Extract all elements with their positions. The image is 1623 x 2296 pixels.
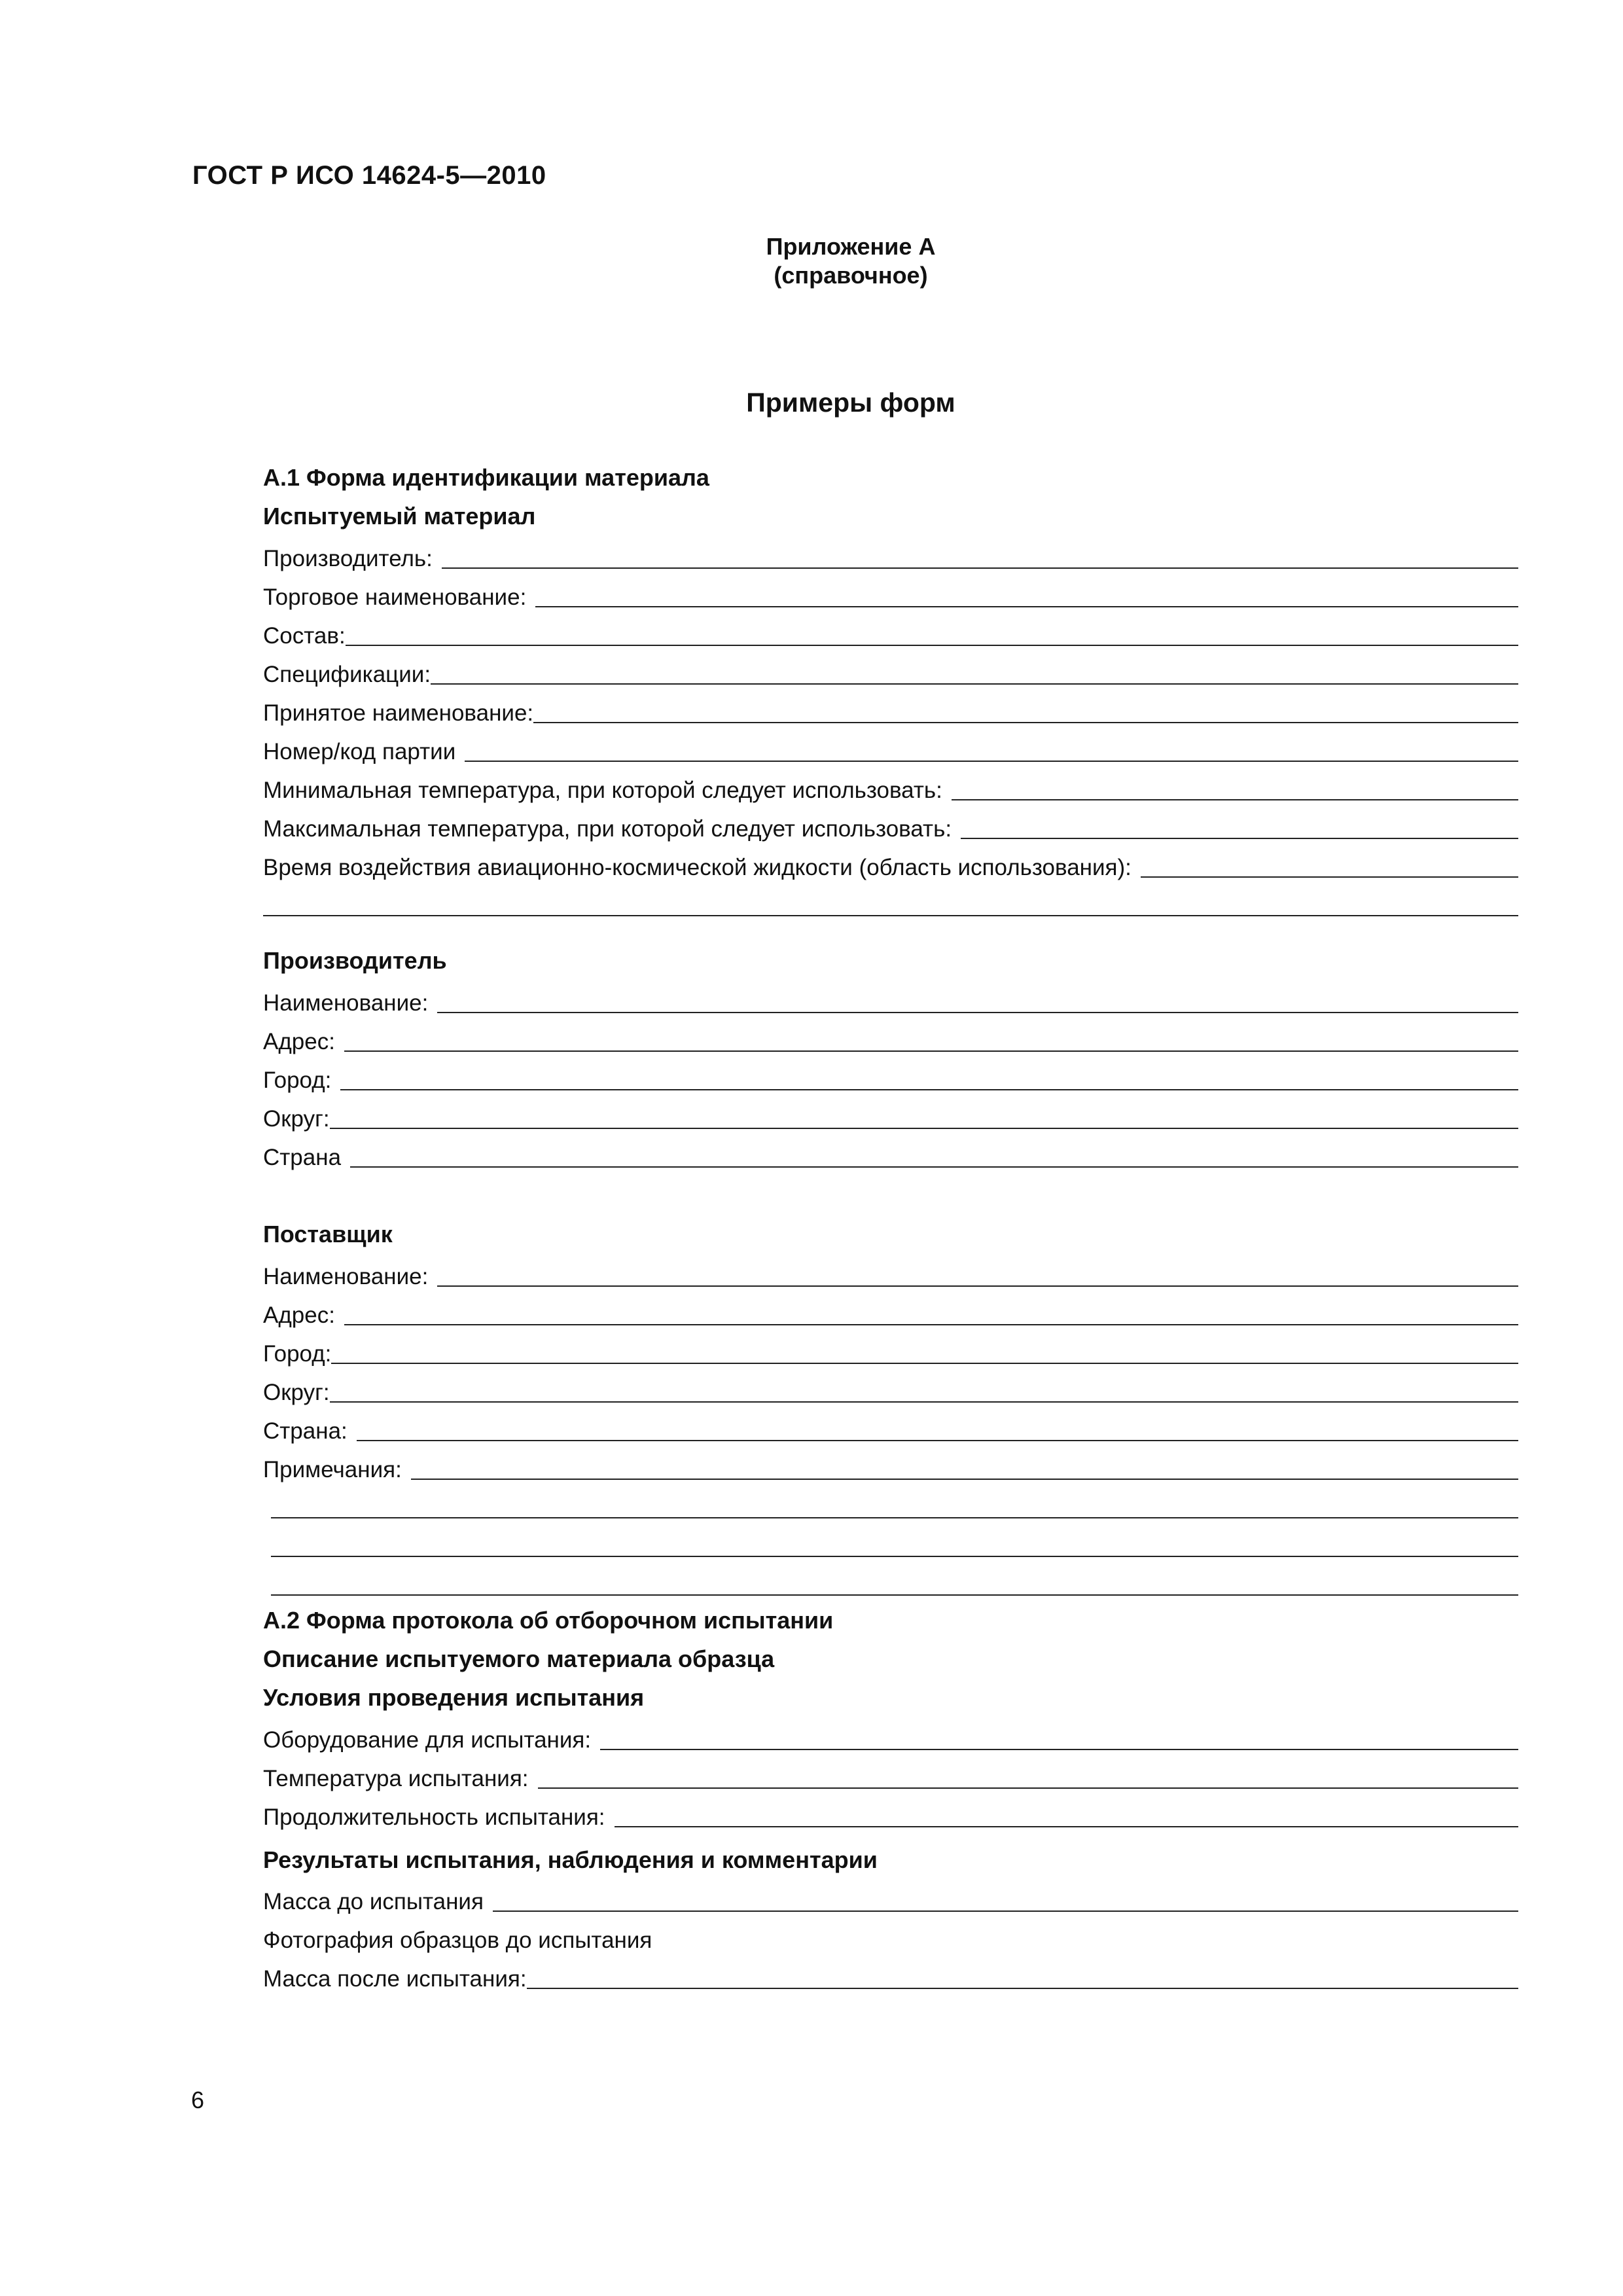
field-label: Примечания: [263, 1457, 402, 1482]
fill-line[interactable] [538, 1787, 1518, 1789]
fill-line[interactable] [330, 1127, 1518, 1129]
fill-line[interactable] [961, 837, 1518, 839]
fill-line[interactable] [952, 798, 1518, 800]
fill-line[interactable] [533, 721, 1518, 723]
field-label: Торговое наименование: [263, 584, 527, 610]
field-mass-after[interactable] [263, 1956, 1518, 1994]
blank-line-row[interactable] [263, 883, 1518, 922]
fill-line[interactable] [442, 567, 1518, 569]
document-code: ГОСТ Р ИСО 14624-5—2010 [192, 161, 546, 190]
fill-line[interactable] [346, 644, 1518, 646]
blank-line-row[interactable] [263, 1524, 1518, 1562]
field-label: Минимальная температура, при которой следует использовать: [263, 778, 942, 803]
test-results-heading: Результаты испытания, наблюдения и комментарии [263, 1846, 878, 1873]
blank-line-row[interactable] [263, 1485, 1518, 1524]
field-label: Город: [263, 1341, 332, 1367]
field-manufacturer[interactable] [263, 535, 1518, 574]
page-number: 6 [191, 2087, 205, 2113]
field-label: Спецификации: [263, 662, 431, 687]
field-label: Масса до испытания [263, 1889, 484, 1914]
fill-line[interactable] [437, 1011, 1518, 1013]
field-accepted-name[interactable] [263, 690, 1518, 728]
field-supplier-city[interactable] [263, 1331, 1518, 1369]
photo-before-test-label [263, 1917, 1518, 1956]
field-manufacturer-address[interactable] [263, 1018, 1518, 1057]
fill-line[interactable] [344, 1323, 1518, 1325]
field-supplier-country[interactable] [263, 1408, 1518, 1446]
section-a1-heading: А.1 Форма идентификации материала [263, 464, 709, 491]
field-label: Состав: [263, 623, 346, 649]
field-label: Страна [263, 1145, 342, 1170]
fill-line[interactable] [357, 1439, 1518, 1441]
field-label: Оборудование для испытания: [263, 1727, 592, 1753]
field-label: Наименование: [263, 1264, 429, 1289]
fill-line[interactable] [330, 1401, 1518, 1403]
fill-line[interactable] [437, 1285, 1518, 1287]
fill-line[interactable] [263, 915, 1518, 916]
field-manufacturer-city[interactable] [263, 1057, 1518, 1096]
annex-subtitle: (справочное) [774, 262, 928, 289]
field-notes[interactable] [263, 1446, 1518, 1485]
field-max-temperature[interactable] [263, 806, 1518, 844]
field-label: Адрес: [263, 1029, 335, 1054]
fill-line[interactable] [431, 683, 1518, 685]
supplier-heading: Поставщик [263, 1221, 393, 1247]
field-min-temperature[interactable] [263, 767, 1518, 806]
field-label: Номер/код партии [263, 739, 456, 764]
fill-line[interactable] [527, 1987, 1518, 1989]
forms-title: Примеры форм [746, 387, 955, 418]
field-label: Фотография образцов до испытания [263, 1928, 652, 1953]
field-supplier-district[interactable] [263, 1369, 1518, 1408]
field-label: Продолжительность испытания: [263, 1804, 605, 1830]
field-specifications[interactable] [263, 651, 1518, 690]
field-batch-code[interactable] [263, 728, 1518, 767]
field-label: Время воздействия авиационно-космической жидкости (область использования): [263, 855, 1132, 880]
field-label: Округ: [263, 1380, 330, 1405]
field-label: Наименование: [263, 990, 429, 1016]
field-fluid-exposure-time[interactable] [263, 844, 1518, 883]
annex-title: Приложение А [766, 233, 936, 260]
field-composition[interactable] [263, 613, 1518, 651]
blank-line-row[interactable] [263, 1562, 1518, 1601]
section-a2-heading: А.2 Форма протокола об отборочном испытании [263, 1607, 834, 1634]
field-label: Температура испытания: [263, 1766, 529, 1791]
field-manufacturer-country[interactable] [263, 1134, 1518, 1173]
fill-line[interactable] [411, 1478, 1518, 1480]
sample-description-heading: Описание испытуемого материала образца [263, 1645, 775, 1672]
field-supplier-name[interactable] [263, 1253, 1518, 1292]
field-manufacturer-district[interactable] [263, 1096, 1518, 1134]
fill-line[interactable] [465, 760, 1518, 762]
field-mass-before[interactable] [263, 1878, 1518, 1917]
fill-line[interactable] [271, 1517, 1518, 1518]
field-label: Производитель: [263, 546, 433, 571]
fill-line[interactable] [344, 1050, 1518, 1052]
field-label: Страна: [263, 1418, 348, 1444]
fill-line[interactable] [1141, 876, 1518, 878]
field-label: Максимальная температура, при которой следует использовать: [263, 816, 952, 842]
fill-line[interactable] [615, 1825, 1518, 1827]
fill-line[interactable] [600, 1748, 1518, 1750]
fill-line[interactable] [340, 1088, 1518, 1090]
fill-line[interactable] [271, 1594, 1518, 1596]
field-label: Принятое наименование: [263, 700, 534, 726]
field-manufacturer-name[interactable] [263, 980, 1518, 1018]
fill-line[interactable] [350, 1166, 1518, 1168]
field-test-equipment[interactable] [263, 1717, 1518, 1755]
field-label: Адрес: [263, 1302, 335, 1328]
fill-line[interactable] [493, 1910, 1518, 1912]
field-label: Город: [263, 1067, 332, 1093]
field-label: Масса после испытания: [263, 1966, 527, 1992]
field-supplier-address[interactable] [263, 1292, 1518, 1331]
fill-line[interactable] [271, 1556, 1518, 1557]
material-heading: Испытуемый материал [263, 503, 536, 529]
form-body [263, 458, 1518, 1994]
test-conditions-heading: Условия проведения испытания [263, 1684, 645, 1711]
field-test-duration[interactable] [263, 1794, 1518, 1833]
manufacturer-heading: Производитель [263, 947, 447, 974]
field-label: Округ: [263, 1106, 330, 1132]
field-trade-name[interactable] [263, 574, 1518, 613]
fill-line[interactable] [535, 605, 1518, 607]
fill-line[interactable] [331, 1362, 1518, 1364]
field-test-temperature[interactable] [263, 1755, 1518, 1794]
